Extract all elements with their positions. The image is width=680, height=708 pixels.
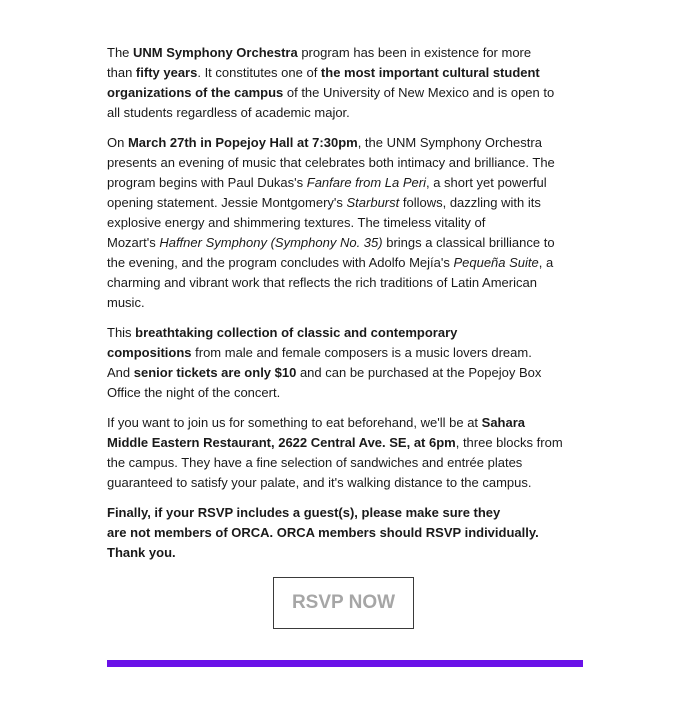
text-line: all students regardless of academic major. bbox=[107, 105, 350, 120]
text-line: This breathtaking collection of classic and contemporary bbox=[107, 325, 458, 340]
paragraph-rsvp-note bbox=[107, 503, 583, 563]
text-line: the evening, and the program concludes with Adolfo Mejía's Pequeña Suite, a bbox=[107, 255, 554, 270]
text-line: Thank you. bbox=[107, 545, 176, 560]
text-line: If you want to join us for something to eat beforehand, we'll be at Sahara bbox=[107, 415, 526, 430]
text-line: opening statement. Jessie Montgomery's Starburst follows, dazzling with its bbox=[107, 195, 541, 210]
text-line: The UNM Symphony Orchestra program has been in existence for more bbox=[107, 45, 532, 60]
text-line: than fifty years. It constitutes one of the most important cultural student bbox=[107, 65, 540, 80]
accent-divider-bar bbox=[107, 660, 583, 667]
text-line: charming and vibrant work that reflects the rich traditions of Latin American bbox=[107, 275, 537, 290]
text-line: Middle Eastern Restaurant, 2622 Central Ave. SE, at 6pm, three blocks from bbox=[107, 435, 563, 450]
text-line: Mozart's Haffner Symphony (Symphony No. 35) brings a classical brilliance to bbox=[107, 235, 555, 250]
paragraph-concert bbox=[107, 133, 583, 313]
email-body bbox=[107, 43, 583, 573]
text-line: Office the night of the concert. bbox=[107, 385, 281, 400]
paragraph-intro bbox=[107, 43, 583, 123]
text-line: explosive energy and shimmering textures. The timeless vitality of bbox=[107, 215, 486, 230]
text-line: organizations of the campus of the University of New Mexico and is open to bbox=[107, 85, 555, 100]
text-line: presents an evening of music that celebrates both intimacy and brilliance. The bbox=[107, 155, 555, 170]
text-line: compositions from male and female composers is a music lovers dream. bbox=[107, 345, 532, 360]
text-line: On March 27th in Popejoy Hall at 7:30pm, the UNM Symphony Orchestra bbox=[107, 135, 542, 150]
text-line: And senior tickets are only $10 and can be purchased at the Popejoy Box bbox=[107, 365, 542, 380]
text-line: the campus. They have a fine selection of sandwiches and entrée plates bbox=[107, 455, 523, 470]
text-line: are not members of ORCA. ORCA members should RSVP individually. bbox=[107, 525, 539, 540]
rsvp-now-button[interactable]: RSVP NOW bbox=[273, 577, 414, 629]
paragraph-tickets bbox=[107, 323, 583, 403]
rsvp-button-container bbox=[273, 577, 414, 629]
text-line: Finally, if your RSVP includes a guest(s), please make sure they bbox=[107, 505, 501, 520]
text-line: guaranteed to satisfy your palate, and it's walking distance to the campus. bbox=[107, 475, 532, 490]
paragraph-dinner bbox=[107, 413, 583, 493]
text-line: music. bbox=[107, 295, 145, 310]
text-line: program begins with Paul Dukas's Fanfare from La Peri, a short yet powerful bbox=[107, 175, 547, 190]
